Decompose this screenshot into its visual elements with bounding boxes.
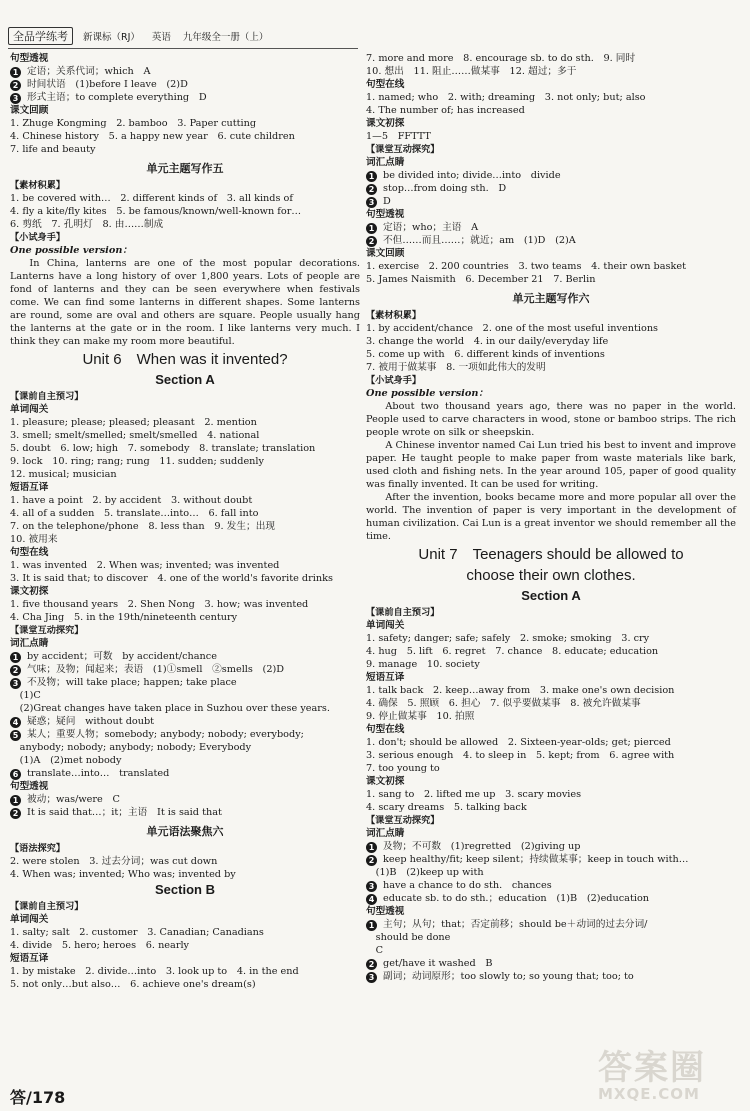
right-bracket-heading: 【课堂互动探究】 — [366, 815, 440, 826]
right-section-heading: 词汇点睛 — [366, 828, 405, 839]
right-text-9: be divided into; divide…into divide — [383, 170, 561, 181]
circled-number-icon: 1 — [366, 171, 377, 182]
right-numbered-item — [366, 892, 736, 905]
left-text-50: It is said that…；it；主语 It is said that — [27, 807, 222, 818]
left-answer-line: 4. When was; invented; Who was; invented by — [10, 869, 236, 880]
right-unit-title: Unit 7 Teenagers should be allowed to — [418, 546, 684, 563]
left-answer-line: 4. Cha Jing 5. in the 19th/nineteenth century — [10, 612, 238, 623]
left-bracket-heading: 【课前自主预习】 — [10, 391, 84, 402]
circled-number-icon: 1 — [366, 842, 377, 853]
right-sample-paragraph: After the invention, books became more and more popular all over the world. The invention of paper is very important in the development of human civilization. Cai Lun is a great inventor we should remember all the time. — [366, 492, 736, 542]
right-answer-line: 1. don't; should be allowed 2. Sixteen-year-olds; get; pierced — [366, 737, 671, 748]
right-numbered-item — [366, 195, 736, 208]
left-answer-line: 7. on the telephone/phone 8. less than 9. 发生；出现 — [10, 521, 276, 532]
left-answer-line: 3. It is said that; to discover 4. one of the world's favorite drinks — [10, 573, 333, 584]
right-numbered-item — [366, 221, 736, 234]
right-text-54: educate sb. to do sth.；education (1)B (2)education — [383, 893, 650, 904]
right-text-11: D — [383, 196, 391, 207]
right-answer-line: 5. come up with 6. different kinds of inventions — [366, 349, 605, 360]
left-answer-line: 1. be covered with… 2. different kinds of 3. all kinds of — [10, 193, 293, 204]
right-answer-line: 7. more and more 8. encourage sb. to do sth. 9. 同时 — [366, 53, 636, 64]
circled-number-icon: 3 — [366, 197, 377, 208]
right-answer-line: 1—5 FFTTT — [366, 131, 431, 142]
right-text-59: get/have it washed B — [383, 958, 493, 969]
right-numbered-item — [366, 182, 736, 195]
left-bracket-heading: 【小试身手】 — [10, 232, 66, 243]
right-numbered-item — [366, 879, 736, 892]
right-answer-line: 3. serious enough 4. to sleep in 5. kept; from 6. agree with — [366, 750, 675, 761]
left-bracket-heading: 【素材积累】 — [10, 180, 66, 191]
header-rule — [8, 48, 358, 49]
left-text-1: 定语；关系代词；which A — [27, 66, 151, 77]
grade-label: 九年级全一册（上） — [182, 32, 269, 43]
circled-number-icon: 2 — [366, 959, 377, 970]
right-text-60: 副词；动词原形；too slowly to; so young that; too; to — [383, 971, 634, 982]
right-answer-line: 9. 停止做某事 10. 拍照 — [366, 711, 475, 722]
left-section-heading: 句型在线 — [10, 547, 49, 558]
right-answer-line: (1)B (2)keep up with — [366, 867, 484, 878]
right-answer-line: 1. by accident/chance 2. one of the most useful inventions — [366, 323, 659, 334]
left-answer-line: 1. five thousand years 2. Shen Nong 3. how; was invented — [10, 599, 309, 610]
right-section-heading: 短语互译 — [366, 672, 405, 683]
page-header — [8, 26, 280, 46]
left-answer-line: 1. pleasure; please; pleased; pleasant 2. mention — [10, 417, 257, 428]
left-answer-line: 1. have a point 2. by accident 3. without doubt — [10, 495, 253, 506]
left-answer-line: 3. smell; smelt/smelled; smelt/smelled 4. national — [10, 430, 260, 441]
left-answer-line: 4. fly a kite/fly kites 5. be famous/known/well-known for… — [10, 206, 302, 217]
right-text-56: 主句；从句；that；否定前移；should be＋动词的过去分词/ — [383, 919, 648, 930]
left-section-heading: 短语互译 — [10, 953, 49, 964]
right-answer-line: 4. The number of; has increased — [366, 105, 525, 116]
left-answer-line: 5. not only…but also… 6. achieve one's dream(s) — [10, 979, 256, 990]
left-numbered-item — [10, 663, 360, 676]
right-answer-line: 1. exercise 2. 200 countries 3. two teams 4. their own basket — [366, 261, 686, 272]
left-numbered-item — [10, 65, 360, 78]
left-answer-line: 2. were stolen 3. 过去分词；was cut down — [10, 856, 218, 867]
circled-number-icon: 3 — [366, 972, 377, 983]
right-answer-line: 10. 想出 11. 阻止……做某事 12. 超过；多于 — [366, 66, 577, 77]
circled-number-icon: 1 — [10, 652, 21, 663]
left-numbered-item — [10, 715, 360, 728]
circled-number-icon: 3 — [10, 93, 21, 104]
left-answer-line: 10. 被用来 — [10, 534, 58, 545]
left-answer-line: (1)C — [10, 690, 41, 701]
right-answer-line: 1. named; who 2. with; dreaming 3. not only; but; also — [366, 92, 646, 103]
circled-number-icon: 2 — [366, 236, 377, 247]
right-text-51: keep healthy/fit; keep silent；持续做某事；keep in touch with… — [383, 854, 689, 865]
right-answer-line: should be done — [366, 932, 451, 943]
left-unit-writing-title: 单元语法聚焦六 — [146, 825, 224, 838]
left-sample-paragraph: In China, lanterns are one of the most popular decorations. Lanterns have a long history of over 1,800 years. Lots of people are fond of lanterns and they can be seen everywhere when festivals come. We can find some lanterns in different shapes. Some lanterns are round, some are oval and others are square. People usually hang the lanterns at the gate or in the room. I like lanterns very much. I think they can make my room more beautiful. — [10, 258, 360, 347]
left-text-2: 时间状语 (1)before I leave (2)D — [27, 79, 188, 90]
right-numbered-item — [366, 970, 736, 983]
right-bracket-heading: 【小试身手】 — [366, 375, 422, 386]
left-section-title: Section B — [155, 882, 215, 897]
page-number: 答/178 — [10, 1088, 66, 1107]
left-text-40: 不及物；will take place; happen; take place — [27, 677, 237, 688]
right-text-13: 定语；who；主语 A — [383, 222, 479, 233]
left-text-47: translate…into… translated — [27, 768, 170, 779]
circled-number-icon: 4 — [10, 717, 21, 728]
circled-number-icon: 2 — [10, 80, 21, 91]
left-sample-label: One possible version： — [10, 245, 133, 256]
left-text-3: 形式主语；to complete everything D — [27, 92, 207, 103]
right-sample-label: One possible version： — [366, 388, 489, 399]
circled-number-icon: 1 — [366, 223, 377, 234]
circled-number-icon: 5 — [10, 730, 21, 741]
right-section-heading: 课文回顾 — [366, 248, 405, 259]
left-unit-writing-title: 单元主题写作五 — [146, 162, 224, 175]
circled-number-icon: 3 — [366, 881, 377, 892]
left-answer-line: 1. salty; salt 2. customer 3. Canadian; Canadians — [10, 927, 264, 938]
left-answer-line: 1. by mistake 2. divide…into 3. look up to 4. in the end — [10, 966, 299, 977]
left-answer-line: 1. Zhuge Kongming 2. bamboo 3. Paper cutting — [10, 118, 257, 129]
left-bracket-heading: 【课前自主预习】 — [10, 901, 84, 912]
left-text-49: 被动；was/were C — [27, 794, 120, 805]
right-bracket-heading: 【课堂互动探究】 — [366, 144, 440, 155]
right-column — [366, 52, 736, 983]
right-numbered-item — [366, 918, 736, 931]
left-section-heading: 句型透视 — [10, 53, 49, 64]
circled-number-icon: 2 — [10, 808, 21, 819]
circled-number-icon: 1 — [366, 920, 377, 931]
right-section-title: Section A — [521, 588, 581, 603]
left-numbered-item — [10, 676, 360, 689]
circled-number-icon: 4 — [366, 894, 377, 905]
right-answer-line: 7. too young to — [366, 763, 440, 774]
right-answer-line: 1. talk back 2. keep…away from 3. make one's own decision — [366, 685, 675, 696]
circled-number-icon: 2 — [366, 184, 377, 195]
left-numbered-item — [10, 78, 360, 91]
circled-number-icon: 2 — [10, 665, 21, 676]
circled-number-icon: 1 — [10, 67, 21, 78]
left-section-heading: 短语互译 — [10, 482, 49, 493]
right-numbered-item — [366, 840, 736, 853]
edition-label: 新课标（RJ） — [83, 32, 140, 43]
watermark-logo: 答案圈 MXQE.COM — [598, 1048, 706, 1103]
right-answer-line: 5. James Naismith 6. December 21 7. Berlin — [366, 274, 596, 285]
left-answer-line: (2)Great changes have taken place in Suzhou over these years. — [10, 703, 330, 714]
left-answer-line: 1. was invented 2. When was; invented; was invented — [10, 560, 280, 571]
right-sample-paragraph: A Chinese inventor named Cai Lun tried his best to invent and improve paper. He taught people to make paper from waste materials like bark, used cloth and fishing nets. In the year around 105, paper of good quality was finally invented. It can be used for writing. — [366, 440, 736, 490]
left-answer-line: 4. all of a sudden 5. translate…into… 6. fall into — [10, 508, 259, 519]
right-numbered-item — [366, 957, 736, 970]
left-bracket-heading: 【课堂互动探究】 — [10, 625, 84, 636]
right-answer-line: 1. safety; danger; safe; safely 2. smoke; smoking 3. cry — [366, 633, 650, 644]
left-answer-line: 4. divide 5. hero; heroes 6. nearly — [10, 940, 190, 951]
left-answer-line: 5. doubt 6. low; high 7. somebody 8. translate; translation — [10, 443, 316, 454]
right-answer-line: 9. manage 10. society — [366, 659, 480, 670]
right-section-heading: 句型透视 — [366, 209, 405, 220]
left-numbered-item — [10, 767, 360, 780]
left-answer-line: 12. musical; musician — [10, 469, 117, 480]
left-numbered-item — [10, 806, 360, 819]
right-section-heading: 课文初探 — [366, 776, 405, 787]
right-answer-line: 4. hug 5. lift 6. regret 7. chance 8. educate; education — [366, 646, 659, 657]
right-answer-line: 7. 被用于做某事 8. 一项如此伟大的发明 — [366, 362, 546, 373]
right-text-10: stop…from doing sth. D — [383, 183, 507, 194]
right-section-heading: 课文初探 — [366, 118, 405, 129]
subject-label: 英语 — [151, 32, 171, 43]
right-numbered-item — [366, 853, 736, 866]
brand-label: 全品学练考 — [8, 27, 73, 45]
right-section-heading: 句型在线 — [366, 724, 405, 735]
left-section-heading: 单词闯关 — [10, 914, 49, 925]
left-numbered-item — [10, 91, 360, 104]
right-sample-paragraph: About two thousand years ago, there was no paper in the world. People used to carve characters in wood, stone or bamboo strips. The rich people wrote on silk or sheepskin. — [366, 401, 736, 438]
left-section-heading: 词汇点睛 — [10, 638, 49, 649]
left-section-heading: 句型透视 — [10, 781, 49, 792]
left-answer-line: anybody; nobody; anybody; nobody; Everybody — [10, 742, 252, 753]
left-text-44: 某人；重要人物；somebody; anybody; nobody; everybody; — [27, 729, 304, 740]
left-text-38: by accident；可数 by accident/chance — [27, 651, 217, 662]
circled-number-icon: 3 — [10, 678, 21, 689]
left-section-heading: 课文回顾 — [10, 105, 49, 116]
left-numbered-item — [10, 793, 360, 806]
right-answer-line: 3. change the world 4. in our daily/everyday life — [366, 336, 609, 347]
right-section-heading: 单词闯关 — [366, 620, 405, 631]
right-answer-line: C — [366, 945, 384, 956]
right-unit-writing-title: 单元主题写作六 — [512, 292, 590, 305]
right-numbered-item — [366, 169, 736, 182]
circled-number-icon: 6 — [10, 769, 21, 780]
left-text-43: 疑惑；疑问 without doubt — [27, 716, 155, 727]
right-answer-line: 1. sang to 2. lifted me up 3. scary movies — [366, 789, 582, 800]
left-column — [10, 52, 360, 991]
right-bracket-heading: 【素材积累】 — [366, 310, 422, 321]
left-answer-line: 7. life and beauty — [10, 144, 96, 155]
left-numbered-item — [10, 728, 360, 741]
right-numbered-item — [366, 234, 736, 247]
right-answer-line: 4. 确保 5. 照顾 6. 担心 7. 似乎要做某事 8. 被允许做某事 — [366, 698, 641, 709]
right-unit-title: choose their own clothes. — [466, 567, 636, 584]
left-answer-line: 4. Chinese history 5. a happy new year 6. cute children — [10, 131, 295, 142]
circled-number-icon: 1 — [10, 795, 21, 806]
left-answer-line: 9. lock 10. ring; rang; rung 11. sudden; suddenly — [10, 456, 264, 467]
left-answer-line: (1)A (2)met nobody — [10, 755, 122, 766]
right-answer-line: 4. scary dreams 5. talking back — [366, 802, 527, 813]
right-bracket-heading: 【课前自主预习】 — [366, 607, 440, 618]
left-section-heading: 课文初探 — [10, 586, 49, 597]
right-section-heading: 句型在线 — [366, 79, 405, 90]
left-bracket-heading: 【语法探究】 — [10, 843, 66, 854]
right-text-14: 不但……而且……；就近；am (1)D (2)A — [383, 235, 576, 246]
right-section-heading: 句型透视 — [366, 906, 405, 917]
right-text-53: have a chance to do sth. chances — [383, 880, 552, 891]
circled-number-icon: 2 — [366, 855, 377, 866]
left-section-heading: 单词闯关 — [10, 404, 49, 415]
left-text-39: 气味；及物；闻起来；表语 (1)①smell ②smells (2)D — [27, 664, 285, 675]
right-text-50: 及物；不可数 (1)regretted (2)giving up — [383, 841, 581, 852]
left-answer-line: 6. 剪纸 7. 孔明灯 8. 由……制成 — [10, 219, 164, 230]
right-section-heading: 词汇点睛 — [366, 157, 405, 168]
left-unit-title: Unit 6 When was it invented? — [82, 351, 288, 368]
left-section-title: Section A — [155, 372, 215, 387]
left-numbered-item — [10, 650, 360, 663]
